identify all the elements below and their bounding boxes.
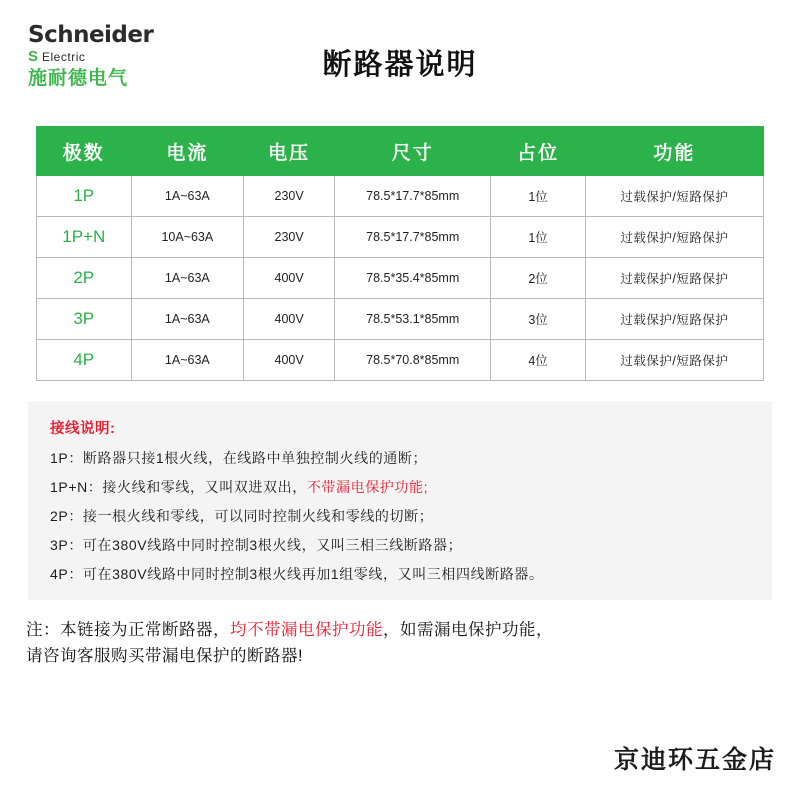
cell-poles: 1P+N xyxy=(37,217,132,258)
cell-poles: 1P xyxy=(37,176,132,217)
cell-poles: 4P xyxy=(37,340,132,381)
cell-slot: 2位 xyxy=(491,258,586,299)
spec-table-container xyxy=(36,126,764,381)
cell-size: 78.5*70.8*85mm xyxy=(335,340,491,381)
cell-current: 1A~63A xyxy=(131,258,244,299)
cell-size: 78.5*17.7*85mm xyxy=(335,217,491,258)
note-line-4p xyxy=(50,566,750,582)
cell-voltage: 400V xyxy=(244,340,335,381)
col-header-function: 功能 xyxy=(585,127,763,176)
cell-slot: 3位 xyxy=(491,299,586,340)
note-text: 2P：接一根火线和零线，可以同时控制火线和零线的切断； xyxy=(50,508,434,525)
cell-function: 过载保护/短路保护 xyxy=(585,340,763,381)
brand-chinese-name: 施耐德电气 xyxy=(28,68,129,89)
cell-voltage: 400V xyxy=(244,258,335,299)
cell-function: 过载保护/短路保护 xyxy=(585,176,763,217)
cell-slot: 1位 xyxy=(491,176,586,217)
note-text: 1P+N：接火线和零线，又叫双进双出， xyxy=(50,479,307,496)
footer-text: 注：本链接为正常断路器， xyxy=(26,621,230,640)
note-highlight: 不带漏电保护功能; xyxy=(306,479,429,496)
brand-electric-label: Electric xyxy=(42,49,86,64)
cell-size: 78.5*35.4*85mm xyxy=(335,258,491,299)
note-line-3p xyxy=(50,537,750,553)
spec-table xyxy=(36,126,764,381)
note-line-1p xyxy=(50,450,750,466)
note-line-1pn xyxy=(50,479,750,495)
note-text: 4P：可在380V线路中同时控制3根火线再加1组零线，又叫三相四线断路器。 xyxy=(50,566,544,583)
table-row xyxy=(37,299,764,340)
schneider-s-icon: S xyxy=(28,48,39,65)
cell-slot: 4位 xyxy=(491,340,586,381)
cell-voltage: 400V xyxy=(244,299,335,340)
cell-current: 1A~63A xyxy=(131,176,244,217)
table-header-row xyxy=(37,127,764,176)
note-line-2p xyxy=(50,508,750,524)
shop-watermark: 京迪环五金店 xyxy=(613,746,776,774)
col-header-poles: 极数 xyxy=(37,127,132,176)
cell-current: 1A~63A xyxy=(131,340,244,381)
note-text: 1P：断路器只接1根火线，在线路中单独控制火线的通断； xyxy=(50,450,428,466)
table-row xyxy=(37,340,764,381)
cell-current: 10A~63A xyxy=(131,217,244,258)
cell-current: 1A~63A xyxy=(131,299,244,340)
cell-function: 过载保护/短路保护 xyxy=(585,258,763,299)
footer-text: ，如需漏电保护功能， xyxy=(383,621,553,640)
table-row xyxy=(37,217,764,258)
table-row xyxy=(37,258,764,299)
cell-function: 过载保护/短路保护 xyxy=(585,217,763,258)
cell-voltage: 230V xyxy=(244,217,335,258)
footer-line-1 xyxy=(26,618,774,644)
table-row xyxy=(37,176,764,217)
document-header xyxy=(0,0,800,108)
cell-function: 过载保护/短路保护 xyxy=(585,299,763,340)
cell-size: 78.5*53.1*85mm xyxy=(335,299,491,340)
col-header-current: 电流 xyxy=(131,127,244,176)
brand-name: Schneider xyxy=(28,22,154,48)
cell-poles: 3P xyxy=(37,299,132,340)
col-header-slot: 占位 xyxy=(491,127,586,176)
col-header-size: 尺寸 xyxy=(335,127,491,176)
cell-size: 78.5*17.7*85mm xyxy=(335,176,491,217)
footer-line-2: 请咨询客服购买带漏电保护的断路器! xyxy=(26,647,304,666)
page-title: 断路器说明 xyxy=(322,49,478,81)
col-header-voltage: 电压 xyxy=(244,127,335,176)
wiring-notes-panel xyxy=(28,401,772,600)
note-text: 3P：可在380V线路中同时控制3根火线，又叫三相三线断路器； xyxy=(50,537,463,554)
footer-highlight: 均不带漏电保护功能 xyxy=(230,621,383,640)
cell-slot: 1位 xyxy=(491,217,586,258)
cell-voltage: 230V xyxy=(244,176,335,217)
footer-disclaimer xyxy=(26,618,774,669)
cell-poles: 2P xyxy=(37,258,132,299)
wiring-notes-title: 接线说明: xyxy=(50,421,116,437)
